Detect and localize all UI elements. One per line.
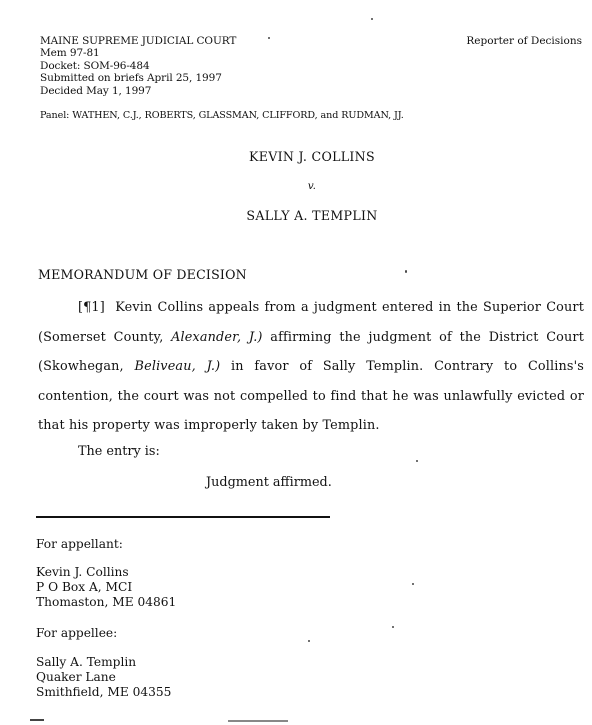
scan-speck [405, 270, 407, 273]
appellant-box: P O Box A, MCI [36, 580, 133, 594]
reporter-of-decisions: Reporter of Decisions [466, 35, 582, 47]
paragraph-text-b: affirming the judgment of the District Court (Skowhegan, [38, 329, 584, 374]
disposition: Judgment affirmed. [206, 475, 332, 490]
paragraph-text-c: in favor of Sally Templin. Contrary to Collins's contention, the court was not compelled to find that he was unlawfully evicted or that his property was improperly taken by Templin. [38, 359, 584, 433]
decided-date: Decided May 1, 1997 [40, 84, 152, 97]
scan-speck [228, 720, 288, 722]
appellant-label: For appellant: [36, 537, 123, 551]
versus-label: v. [307, 180, 317, 192]
memorandum-heading: MEMORANDUM OF DECISION [38, 267, 247, 282]
case-header [40, 35, 236, 97]
scan-speck [308, 640, 310, 642]
plaintiff-name: KEVIN J. COLLINS [249, 149, 375, 164]
judge-beliveau: Beliveau, J.) [134, 359, 221, 374]
appellant-city: Thomaston, ME 04861 [36, 595, 177, 609]
memo-number: Mem 97-81 [40, 47, 100, 60]
submitted-date: Submitted on briefs April 25, 1997 [40, 72, 222, 85]
defendant-name: SALLY A. TEMPLIN [246, 208, 378, 223]
scan-speck [392, 626, 394, 628]
judge-alexander: Alexander, J.) [171, 329, 263, 345]
appellee-address [36, 655, 171, 700]
appellant-address [36, 565, 176, 610]
paragraph-text-a: Kevin Collins appeals from a judgment entered in the Superior Court (Somerset County, [38, 300, 584, 345]
separator-rule [36, 516, 330, 518]
docket-number: Docket: SOM-96-484 [40, 59, 150, 72]
appellee-street: Quaker Lane [36, 670, 116, 684]
appellant-name: Kevin J. Collins [36, 565, 129, 579]
scan-speck [371, 18, 373, 20]
paragraph-marker: [¶1] [78, 300, 105, 315]
scan-speck [30, 719, 44, 721]
appellee-city: Smithfield, ME 04355 [36, 685, 172, 699]
decision-paragraph [38, 293, 584, 441]
panel-line: Panel: WATHEN, C.J., ROBERTS, GLASSMAN, CLIFFORD, and RUDMAN, JJ. [40, 110, 404, 121]
entry-label: The entry is: [78, 444, 160, 459]
scan-speck [412, 583, 414, 585]
scan-speck [416, 460, 418, 462]
appellee-label: For appellee: [36, 626, 118, 640]
court-name: MAINE SUPREME JUDICIAL COURT [40, 35, 237, 47]
scan-speck [268, 37, 270, 39]
appellee-name: Sally A. Templin [36, 655, 137, 669]
